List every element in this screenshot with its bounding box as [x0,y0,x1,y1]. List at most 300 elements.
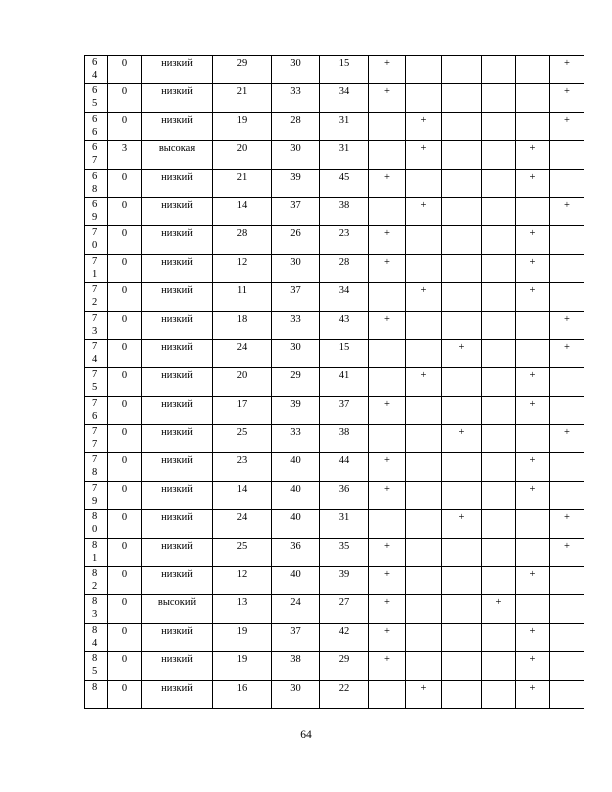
table-cell [108,652,142,680]
table-cell [516,169,550,197]
cell-value: 12 [236,569,248,581]
table-cell [213,283,272,311]
table-cell [482,425,516,453]
table-cell [442,652,482,680]
row-number-cell [85,510,108,538]
cell-value: низкий [161,341,193,353]
cell-value: + [564,512,570,524]
table-cell [213,652,272,680]
cell-value [406,652,441,654]
cell-value: 28 [338,256,350,268]
table-row [85,112,585,140]
table-cell [482,226,516,254]
table-cell [406,510,442,538]
table-cell [550,368,585,396]
row-number-cell [85,567,108,595]
table-cell [550,567,585,595]
cell-value [406,255,441,257]
cell-value: 3 [121,143,128,155]
table-cell [406,623,442,651]
cell-value [550,652,584,654]
cell-value: 42 [338,625,350,637]
table-cell [272,141,320,169]
cell-value: + [384,228,390,240]
table-cell [369,510,406,538]
cell-value [482,255,515,257]
table-row [85,368,585,396]
cell-value [550,255,584,257]
cell-value [550,681,584,683]
cell-value [482,510,515,512]
table-cell [272,368,320,396]
cell-value: 29 [236,58,248,69]
table-cell [320,652,369,680]
cell-value [516,56,549,58]
cell-value: + [384,256,390,268]
table-cell [406,311,442,339]
table-cell [482,595,516,623]
table-cell [516,481,550,509]
cell-value: 0 [121,483,128,495]
table-cell [482,169,516,197]
row-number: 73 [92,312,98,337]
cell-value [406,567,441,569]
cell-value: 23 [338,228,350,240]
cell-value: + [384,597,390,609]
cell-value: + [384,625,390,637]
table-cell [369,283,406,311]
cell-value [482,141,515,143]
cell-value: 34 [338,86,350,98]
table-cell [108,453,142,481]
table-cell [320,567,369,595]
row-number: 8 [92,681,98,693]
cell-value [406,595,441,597]
table-cell [320,680,369,708]
cell-value [550,397,584,399]
table-cell [272,197,320,225]
cell-value [550,141,584,143]
cell-value [550,567,584,569]
cell-value [442,56,481,58]
table-cell [550,56,585,84]
table-cell [320,311,369,339]
cell-value [406,425,441,427]
table-cell [272,595,320,623]
table-cell [442,197,482,225]
cell-value: 0 [121,285,128,297]
table-cell [320,169,369,197]
cell-value [406,226,441,228]
table-cell [108,595,142,623]
cell-value: 0 [121,569,128,581]
cell-value [482,283,515,285]
cell-value: 0 [121,114,128,126]
cell-value: 29 [338,654,350,666]
table-cell [108,368,142,396]
cell-value: + [458,427,465,439]
cell-value [406,312,441,314]
cell-value [482,170,515,172]
cell-value: 0 [121,625,128,637]
cell-value: низкий [161,114,193,126]
cell-value [369,425,405,427]
table-cell [142,510,213,538]
cell-value: низкий [161,313,193,325]
cell-value: 24 [236,512,248,524]
cell-value [369,198,405,200]
table-cell [213,567,272,595]
cell-value: 0 [121,86,128,98]
table-cell [406,680,442,708]
row-number-cell [85,141,108,169]
table-cell [320,538,369,566]
cell-value: низкий [161,171,193,183]
cell-value: 19 [236,654,248,666]
table-cell [108,623,142,651]
table-cell [320,141,369,169]
cell-value: 37 [290,625,301,637]
table-cell [320,396,369,424]
table-cell [442,254,482,282]
table-cell [320,425,369,453]
table-row [85,538,585,566]
table-cell [442,368,482,396]
cell-value: + [564,114,570,126]
cell-value: + [529,285,536,297]
cell-value: 33 [290,427,301,439]
table-cell [108,567,142,595]
table-cell [482,339,516,367]
cell-value [550,595,584,597]
table-cell [369,538,406,566]
row-number-cell [85,481,108,509]
table-cell [272,567,320,595]
table-cell [550,141,585,169]
table-row [85,567,585,595]
table-cell [442,311,482,339]
cell-value: низкий [161,86,193,98]
table-cell [142,396,213,424]
cell-value [550,283,584,285]
row-number: 80 [92,511,98,536]
cell-value [482,482,515,484]
cell-value: + [384,569,390,581]
table-cell [142,680,213,708]
table-cell [550,453,585,481]
cell-value: 30 [290,58,301,69]
cell-value: + [564,58,570,69]
cell-value [406,624,441,626]
table-cell [550,226,585,254]
row-number-cell [85,283,108,311]
row-number-cell [85,396,108,424]
table-cell [272,623,320,651]
table-row [85,595,585,623]
cell-value: 26 [290,228,301,240]
row-number: 79 [92,482,98,507]
cell-value: + [384,398,390,410]
cell-value: 0 [121,540,128,552]
table-cell [213,56,272,84]
table-cell [482,311,516,339]
table-cell [142,226,213,254]
table-row [85,283,585,311]
cell-value [516,312,549,314]
table-cell [108,84,142,112]
cell-value: 13 [236,597,248,609]
cell-value: + [564,341,570,353]
cell-value: 0 [121,199,128,211]
table-cell [369,339,406,367]
table-cell [442,623,482,651]
row-number: 70 [92,227,98,252]
cell-value [442,113,481,115]
cell-value [482,368,515,370]
cell-value: 23 [236,455,248,467]
cell-value [442,652,481,654]
cell-value: 30 [290,256,301,268]
cell-value: 25 [236,427,248,439]
table-cell [272,311,320,339]
table-cell [482,481,516,509]
table-cell [213,311,272,339]
cell-value [406,84,441,86]
cell-value [482,56,515,58]
table-cell [516,595,550,623]
cell-value [442,312,481,314]
table-cell [516,453,550,481]
cell-value: 0 [121,171,128,183]
cell-value: 28 [290,114,301,126]
table-cell [213,595,272,623]
table-cell [442,567,482,595]
table-cell [442,453,482,481]
table-cell [516,339,550,367]
cell-value: 14 [236,199,248,211]
cell-value: 44 [338,455,350,467]
table-cell [320,112,369,140]
table-cell [142,481,213,509]
cell-value: низкий [161,398,193,410]
cell-value: 24 [236,341,248,353]
cell-value: 24 [290,597,301,609]
row-number-cell [85,368,108,396]
table-cell [108,141,142,169]
row-number-cell [85,311,108,339]
table-cell [108,311,142,339]
table-row [85,425,585,453]
row-number-cell [85,425,108,453]
table-row [85,652,585,680]
table-cell [213,84,272,112]
cell-value: + [564,199,570,211]
table-cell [442,538,482,566]
table-cell [516,197,550,225]
cell-value: 0 [121,597,128,609]
cell-value [442,595,481,597]
cell-value: + [495,597,502,609]
table-cell [369,396,406,424]
table-cell [516,652,550,680]
cell-value [516,595,549,597]
cell-value: + [529,256,536,268]
cell-value: 36 [338,483,350,495]
table-row [85,339,585,367]
table-cell [108,680,142,708]
table-row [85,680,585,708]
table-cell [442,339,482,367]
cell-value [482,113,515,115]
cell-value: 18 [236,313,248,325]
cell-value: низкий [161,199,193,211]
cell-value: 15 [338,341,350,353]
cell-value [406,482,441,484]
cell-value [369,368,405,370]
cell-value [550,170,584,172]
table-cell [142,197,213,225]
table-cell [213,510,272,538]
table-cell [516,396,550,424]
row-number: 74 [92,340,98,365]
cell-value [442,141,481,143]
cell-value: + [529,228,536,240]
cell-value [369,141,405,143]
table-row [85,141,585,169]
row-number: 75 [92,369,98,394]
row-number: 69 [92,198,98,223]
cell-value: 30 [290,682,301,694]
cell-value [516,113,549,115]
table-cell [369,652,406,680]
data-table [84,55,584,709]
cell-value: 21 [236,86,248,98]
cell-value: низкий [161,256,193,268]
table-cell [442,425,482,453]
cell-value: 25 [236,540,248,552]
table-cell [320,453,369,481]
table-cell [516,84,550,112]
table-cell [482,56,516,84]
table-cell [482,368,516,396]
table-cell [550,510,585,538]
cell-value: 19 [236,625,248,637]
table-cell [516,311,550,339]
table-cell [406,453,442,481]
cell-value: + [384,483,390,495]
row-number: 66 [92,113,98,138]
table-cell [550,339,585,367]
table-cell [369,169,406,197]
table-row [85,197,585,225]
table-cell [108,283,142,311]
cell-value: 39 [290,171,301,183]
cell-value: + [384,86,390,98]
cell-value: 0 [121,682,128,694]
table-cell [272,538,320,566]
cell-value [442,226,481,228]
cell-value: 20 [236,143,248,155]
table-cell [272,283,320,311]
cell-value: + [529,625,536,637]
table-cell [369,425,406,453]
table-cell [442,396,482,424]
table-cell [482,567,516,595]
row-number: 81 [92,539,98,564]
table-row [85,56,585,84]
table-cell [272,56,320,84]
cell-value [550,226,584,228]
cell-value: + [529,143,536,155]
table-cell [320,368,369,396]
cell-value: 0 [121,512,128,524]
table-cell [482,254,516,282]
row-number: 77 [92,426,98,451]
cell-value [442,84,481,86]
table-cell [482,141,516,169]
table-cell [272,652,320,680]
cell-value: низкий [161,540,193,552]
table-cell [406,141,442,169]
table-cell [272,510,320,538]
cell-value: 0 [121,341,128,353]
table-cell [482,680,516,708]
cell-value: 0 [121,455,128,467]
cell-value [406,539,441,541]
cell-value: 20 [236,370,248,382]
table-cell [406,595,442,623]
cell-value: 0 [121,313,128,325]
table-cell [406,368,442,396]
row-number-cell [85,112,108,140]
table-cell [108,510,142,538]
cell-value: 37 [290,285,301,297]
table-cell [142,254,213,282]
table-cell [320,84,369,112]
cell-value [482,340,515,342]
table-cell [213,169,272,197]
cell-value: + [529,483,536,495]
row-number-cell [85,56,108,84]
table-cell [320,510,369,538]
table-cell [406,84,442,112]
cell-value [516,510,549,512]
table-cell [550,84,585,112]
row-number: 78 [92,454,98,479]
page-number: 64 [300,729,312,741]
table-cell [406,396,442,424]
table-cell [550,311,585,339]
cell-value: + [458,341,465,353]
table-cell [320,226,369,254]
row-number-cell [85,595,108,623]
table-cell [516,283,550,311]
table-cell [516,141,550,169]
cell-value: + [529,455,536,467]
table-cell [406,339,442,367]
table-cell [142,567,213,595]
table-cell [482,396,516,424]
table-cell [406,226,442,254]
table-body [85,56,585,709]
table-cell [272,84,320,112]
cell-value: + [529,654,536,666]
table-row [85,311,585,339]
table-row [85,481,585,509]
table-cell [442,169,482,197]
table-cell [108,226,142,254]
row-number: 64 [92,57,98,81]
